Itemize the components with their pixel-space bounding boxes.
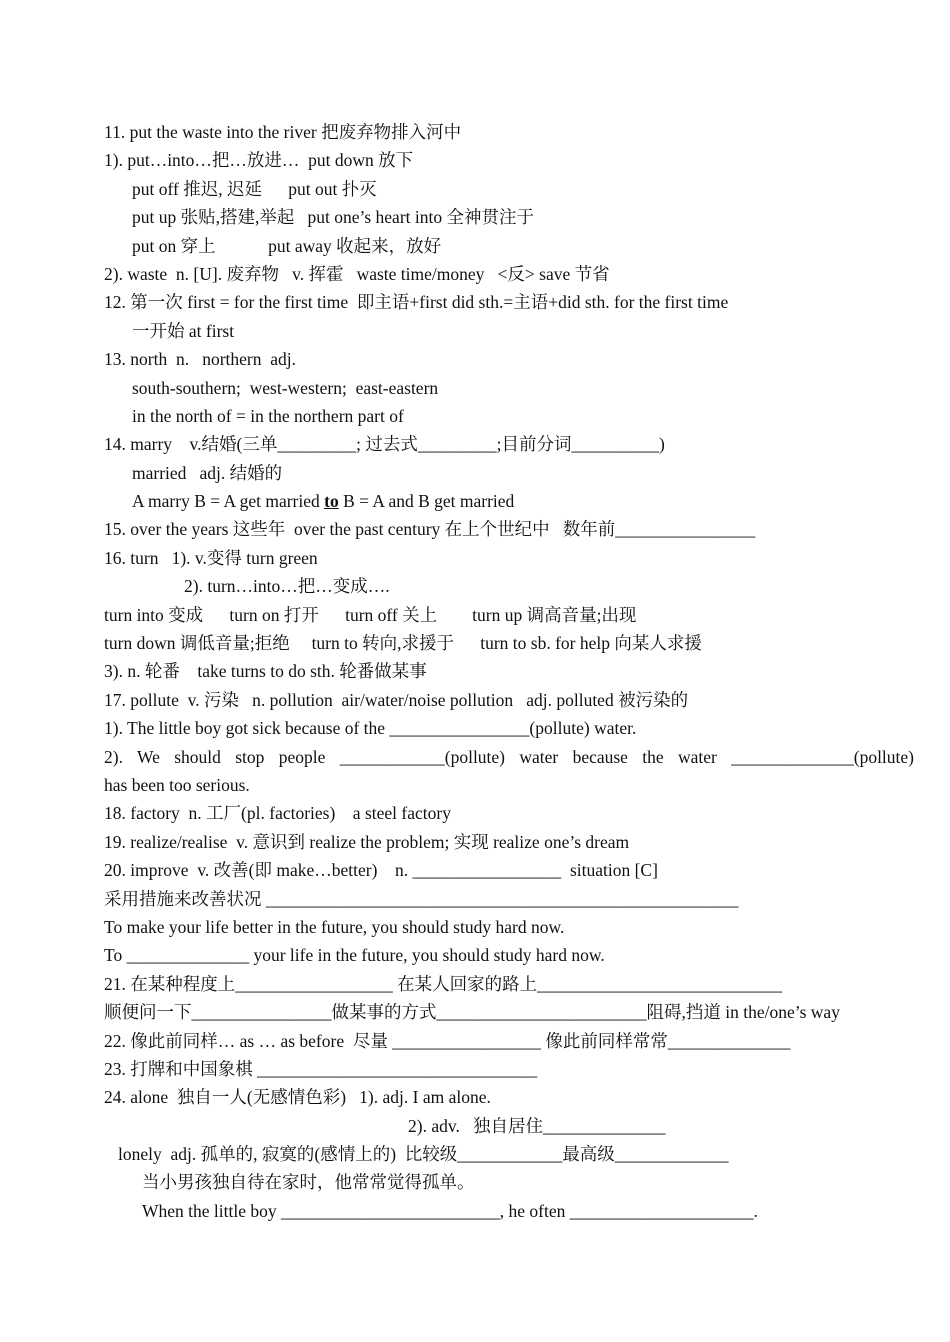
line-pollute-exercise-2-cont: has been too serious.	[104, 774, 250, 795]
line-by-the-way: 顺便问一下________________做某事的方式________________________阻碍,挡道 in the/one’s way	[104, 1002, 840, 1023]
line-16-heading: 16. turn 1). v.变得 turn green	[104, 547, 318, 568]
line-22-heading: 22. 像此前同样… as … as before 尽量 _________________ 像此前同样常常______________	[104, 1030, 791, 1051]
line-north-of: in the north of = in the northern part of	[132, 405, 404, 426]
line-23-heading: 23. 打牌和中国象棋 ________________________________	[104, 1058, 538, 1079]
line-15-heading: 15. over the years 这些年 over the past century 在上个世纪中 数年前________________	[104, 519, 756, 540]
line-18-heading: 18. factory n. 工厂(pl. factories) a steel factory	[104, 803, 451, 824]
line-take-turns: 3). n. 轮番 take turns to do sth. 轮番做某事	[104, 661, 427, 682]
line-chinese-sentence: 当小男孩独自待在家时，他常常觉得孤单。	[142, 1172, 475, 1193]
line-turn-phrases-2: turn down 调低音量;拒绝 turn to 转向,求援于 turn to sb. for help 向某人求援	[104, 633, 702, 654]
line-put-on: put on 穿上 put away 收起来，放好	[132, 235, 442, 256]
line-17-heading: 17. pollute v. 污染 n. pollution air/water/noise pollution adj. polluted 被污染的	[104, 689, 689, 710]
line-12-heading: 12. 第一次 first = for the first time 即主语+first did sth.=主语+did sth. for the first time	[104, 292, 729, 313]
line-put-off: put off 推迟, 迟延 put out 扑灭	[132, 178, 377, 199]
line-make-life-better: To make your life better in the future, you should study hard now.	[104, 916, 565, 937]
line-19-heading: 19. realize/realise v. 意识到 realize the problem; 实现 realize one’s dream	[104, 831, 630, 852]
line-put-up: put up 张贴,搭建,举起 put one’s heart into 全神贯注于	[132, 207, 534, 228]
line-turn-into: 2). turn…into…把…变成….	[184, 576, 390, 597]
line-14-heading: 14. marry v.结婚(三单_________; 过去式_________;目前分词__________)	[104, 434, 665, 455]
line-11-heading: 11. put the waste into the river 把废弃物排入河中	[104, 122, 462, 142]
worksheet-page	[104, 118, 914, 1225]
line-21-heading: 21. 在某种程度上__________________ 在某人回家的路上____________________________	[104, 973, 783, 994]
line-directions: south-southern; west-western; east-eastern	[132, 377, 439, 398]
line-waste: 2). waste n. [U]. 废弃物 v. 挥霍 waste time/money <反> save 节省	[104, 263, 610, 284]
line-put-into: 1). put…into…把…放进… put down 放下	[104, 150, 414, 171]
line-improve-situation: 采用措施来改善状况 ______________________________________________________	[104, 888, 739, 909]
line-pollute-exercise-1: 1). The little boy got sick because of the ________________(pollute) water.	[104, 718, 637, 739]
line-to-blank: To ______________ your life in the future, you should study hard now.	[104, 945, 605, 966]
line-24-heading: 24. alone 独自一人(无感情色彩) 1). adj. I am alone.	[104, 1087, 491, 1108]
line-pollute-exercise-2: 2). We should stop people ____________(pollute) water because the water ______________(pollute)	[104, 746, 914, 767]
line-13-heading: 13. north n. northern adj.	[104, 349, 296, 370]
line-turn-phrases-1: turn into 变成 turn on 打开 turn off 关上 turn up 调高音量;出现	[104, 604, 637, 625]
line-20-heading: 20. improve v. 改善(即 make…better) n. _________________ situation [C]	[104, 860, 658, 881]
emphasis-to: to	[324, 491, 339, 512]
line-lonely: lonely adj. 孤单的, 寂寞的(感情上的) 比较级____________最高级_____________	[118, 1144, 729, 1165]
line-marry-b: A marry B = A get married to B = A and B get married	[132, 491, 515, 512]
line-alone-adv: 2). adv. 独自居住______________	[408, 1115, 666, 1136]
line-at-first: 一开始 at first	[132, 320, 235, 341]
line-when-little-boy: When the little boy _________________________, he often _____________________.	[142, 1200, 758, 1221]
line-married: married adj. 结婚的	[132, 462, 283, 483]
